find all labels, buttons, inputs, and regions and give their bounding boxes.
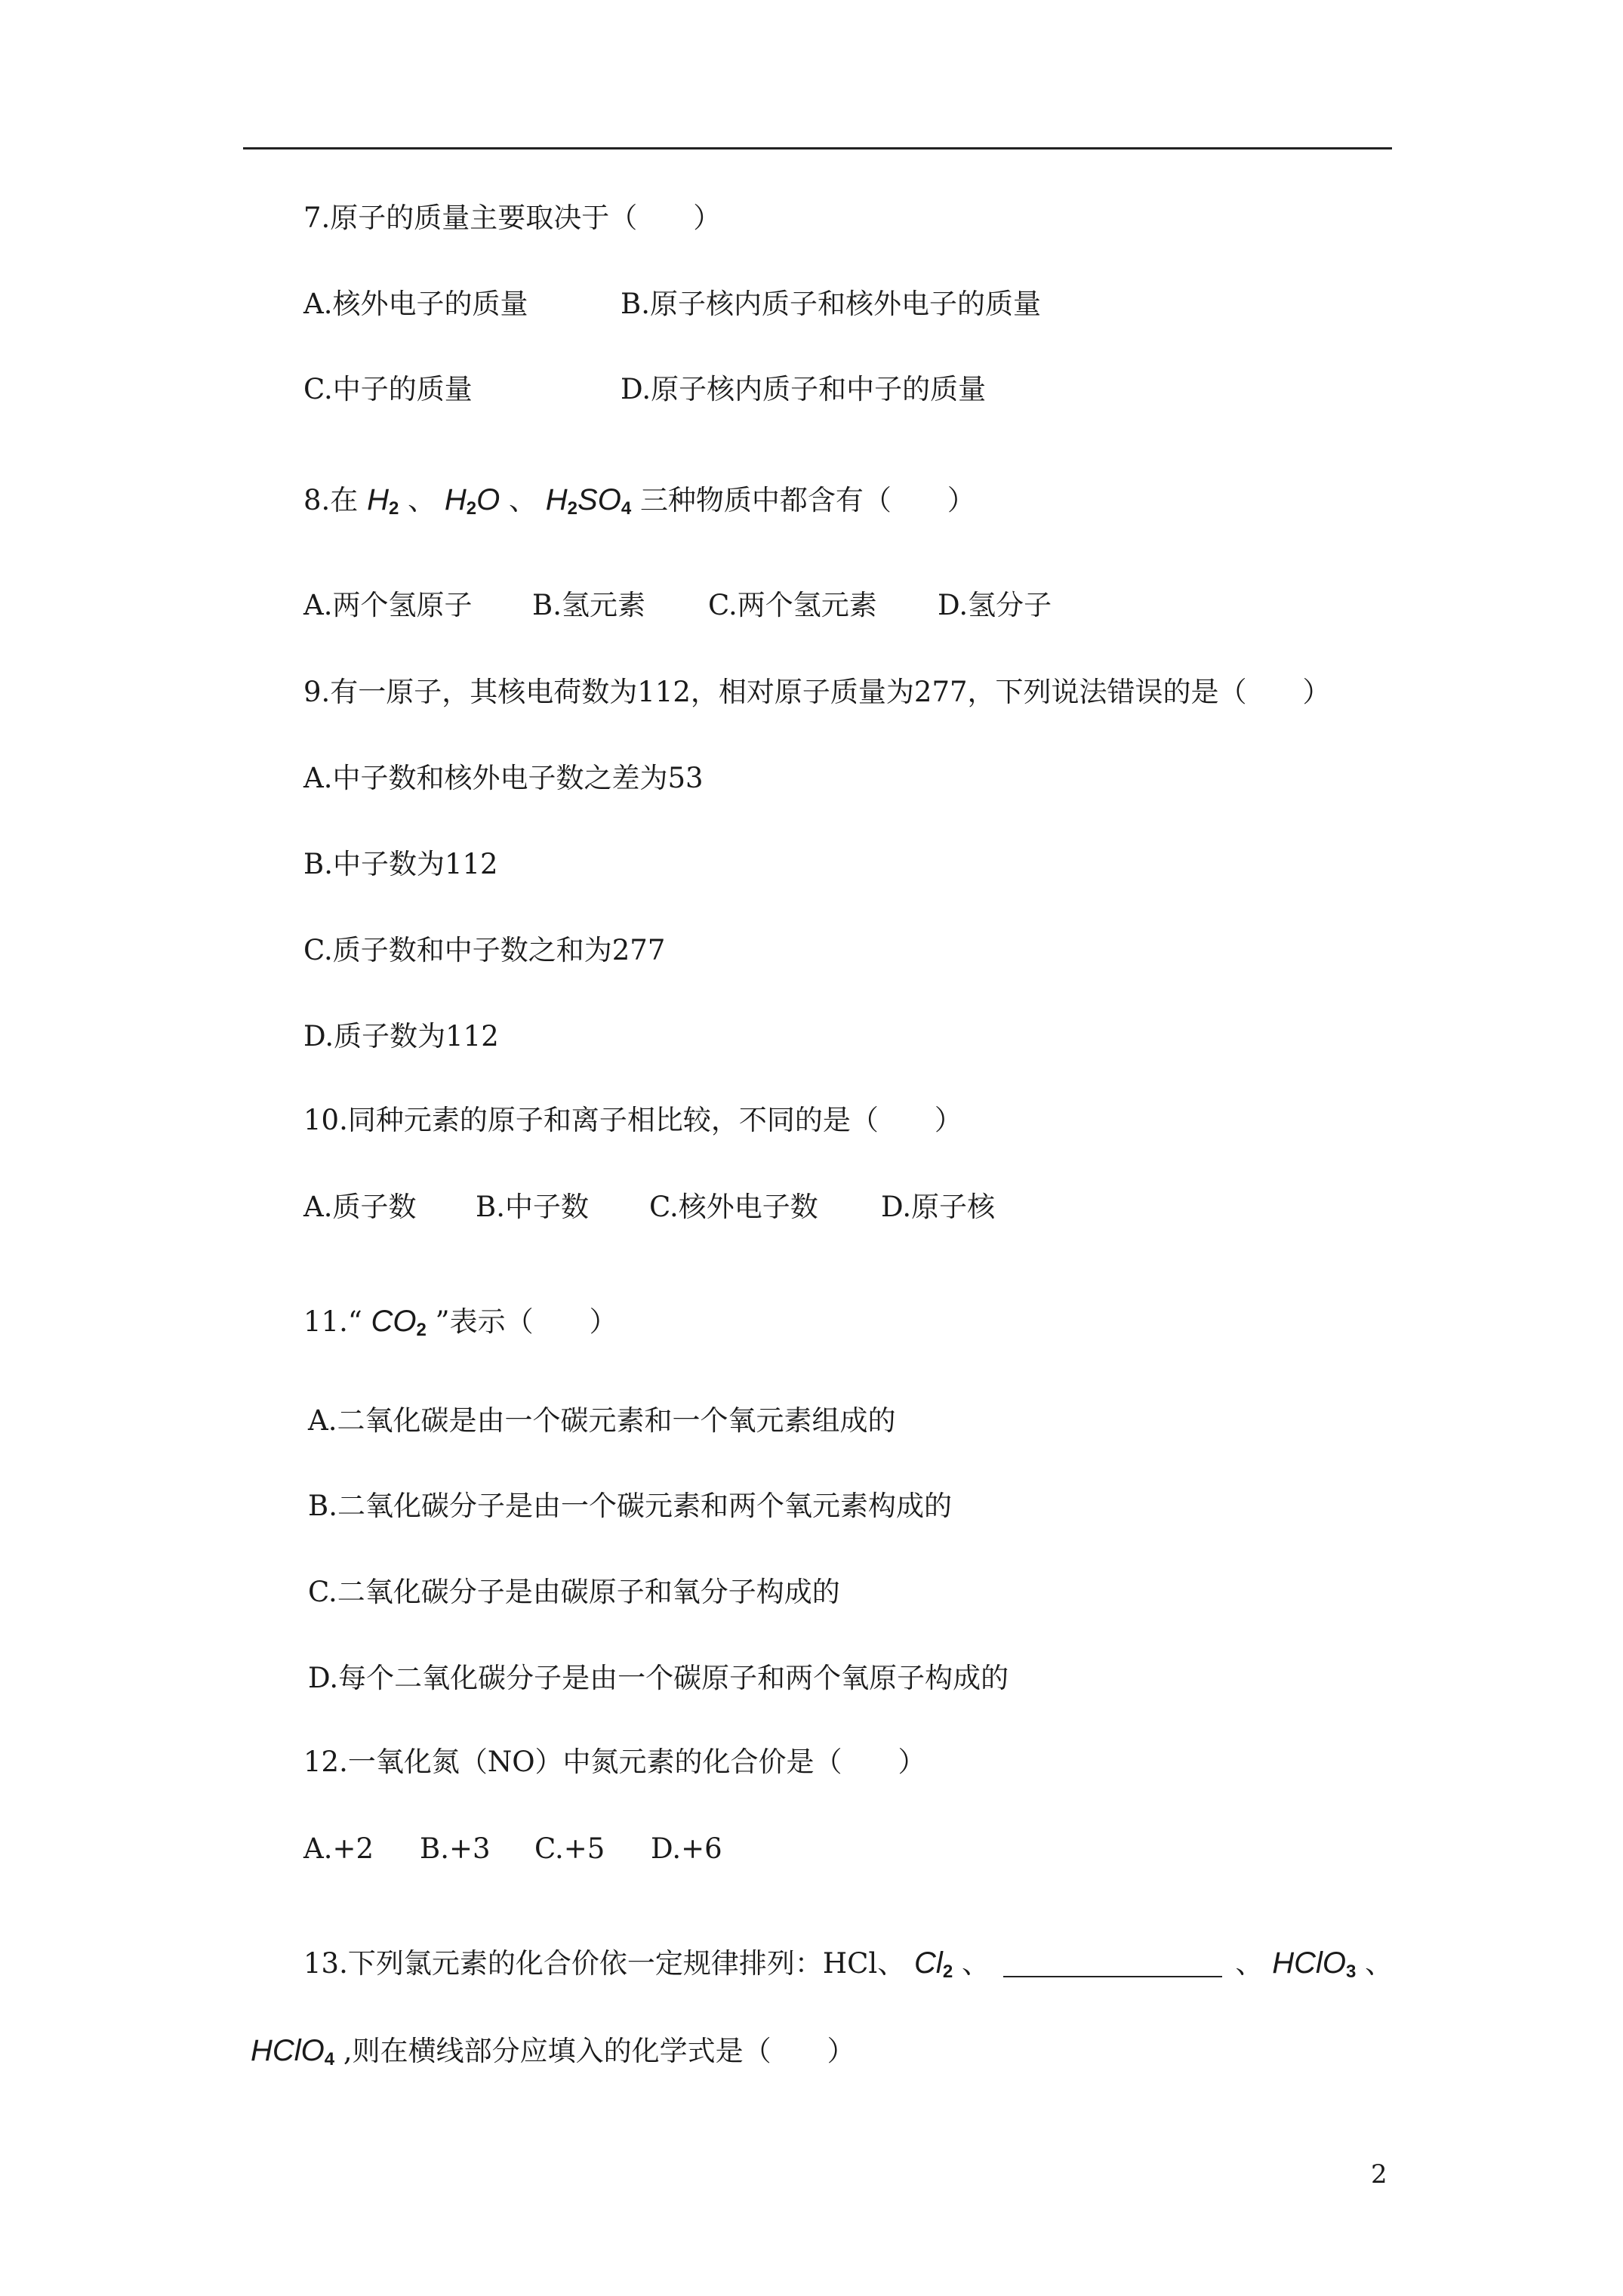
q12-option-b[interactable]: B.+3 — [420, 1832, 491, 1865]
q10-option-c[interactable]: C.核外电子数 — [649, 1191, 818, 1223]
q13-prefix: 13.下列氯元素的化合价依一定规律排列：HCl、 — [303, 1947, 906, 1980]
q8-stem — [303, 485, 975, 518]
q13-sep-3: 、 — [1365, 1947, 1394, 1980]
q11-suffix: ”表示（ ） — [435, 1305, 617, 1338]
formula-h2so4: $H_2SO_4$ — [545, 483, 632, 519]
q8-option-c[interactable]: C.两个氢元素 — [708, 589, 877, 621]
q9-option-a[interactable]: A.中子数和核外电子数之差为53 — [303, 762, 704, 794]
q11-stem — [303, 1306, 617, 1339]
q7-option-b[interactable]: B.原子核内质子和核外电子的质量 — [621, 288, 1041, 320]
q8-option-b[interactable]: B.氢元素 — [532, 589, 645, 621]
q10-option-a[interactable]: A.质子数 — [303, 1191, 417, 1223]
formula-hclo3: HClO$_3$ — [1272, 1946, 1357, 1982]
q8-prefix: 8.在 — [303, 484, 359, 516]
q12-option-a[interactable]: A.+2 — [303, 1832, 374, 1865]
q11-option-d[interactable]: D.每个二氧化碳分子是由一个碳原子和两个氧原子构成的 — [308, 1662, 1009, 1694]
formula-co2: $CO_2$ — [371, 1305, 427, 1340]
q9-option-c[interactable]: C.质子数和中子数之和为277 — [303, 934, 666, 966]
answer-blank[interactable] — [1003, 1953, 1222, 1977]
formula-h2: $H_2$ — [367, 483, 399, 519]
q11-prefix: 11.“ — [303, 1305, 362, 1338]
q8-option-d[interactable]: D.氢分子 — [938, 589, 1052, 621]
q8-sep-1: 、 — [408, 484, 436, 516]
q13-sep-2: 、 — [1235, 1947, 1264, 1980]
q9-stem: 9.有一原子，其核电荷数为112，相对原子质量为277，下列说法错误的是（ ） — [303, 676, 1331, 708]
q10-option-d[interactable]: D.原子核 — [881, 1191, 996, 1223]
q13-stem-line2 — [251, 2036, 855, 2069]
q11-option-c[interactable]: C.二氧化碳分子是由碳原子和氧分子构成的 — [308, 1576, 840, 1608]
q10-stem: 10.同种元素的原子和离子相比较，不同的是（ ） — [303, 1104, 962, 1136]
q9-option-b[interactable]: B.中子数为112 — [303, 848, 498, 880]
formula-cl2: $Cl_2$ — [914, 1946, 953, 1982]
q10-option-b[interactable]: B.中子数 — [476, 1191, 589, 1223]
q13-stem-line1 — [303, 1948, 1393, 1981]
formula-h2o: $H_2O$ — [444, 483, 500, 519]
q8-sep-2: 、 — [509, 484, 537, 516]
q12-option-d[interactable]: D.+6 — [651, 1832, 722, 1865]
q7-option-a[interactable]: A.核外电子的质量 — [303, 288, 528, 320]
q7-option-d[interactable]: D.原子核内质子和中子的质量 — [621, 373, 987, 405]
formula-hclo4: HClO$_4$ — [251, 2034, 335, 2069]
q11-option-a[interactable]: A.二氧化碳是由一个碳元素和一个氧元素组成的 — [308, 1404, 896, 1437]
q9-option-d[interactable]: D.质子数为112 — [303, 1020, 499, 1052]
q8-option-a[interactable]: A.两个氢原子 — [303, 589, 473, 621]
q8-suffix: 三种物质中都含有（ ） — [639, 484, 975, 516]
page-number: 2 — [1371, 2159, 1387, 2190]
q7-option-c[interactable]: C.中子的质量 — [303, 373, 473, 405]
q11-option-b[interactable]: B.二氧化碳分子是由一个碳元素和两个氧元素构成的 — [308, 1490, 952, 1522]
q13-suffix: ,则在横线部分应填入的化学式是（ ） — [343, 2035, 855, 2067]
q12-option-c[interactable]: C.+5 — [534, 1832, 605, 1865]
q12-stem: 12.一氧化氮（NO）中氮元素的化合价是（ ） — [303, 1746, 926, 1778]
q13-sep-1: 、 — [961, 1947, 990, 1980]
q7-stem: 7.原子的质量主要取决于（ ） — [303, 202, 722, 234]
header-rule — [243, 147, 1392, 149]
